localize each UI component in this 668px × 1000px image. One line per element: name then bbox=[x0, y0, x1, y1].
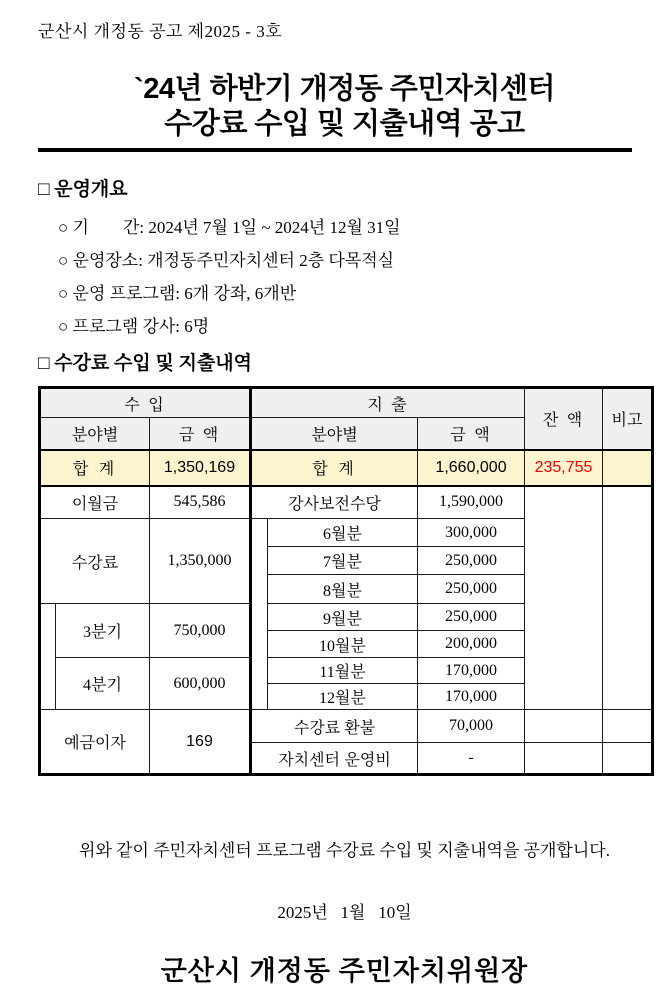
section-heading-ledger: □ 수강료 수입 및 지출내역 bbox=[38, 353, 253, 374]
cell-expense-total-label: 합 계 bbox=[251, 450, 418, 486]
cell-balance-empty bbox=[525, 743, 603, 775]
cell-instructor-amount: 1,590,000 bbox=[418, 486, 525, 519]
header-row-groups bbox=[40, 388, 653, 418]
cell-balance-empty bbox=[525, 486, 603, 710]
cell-interest-amount: 169 bbox=[150, 710, 251, 775]
cell-balance-total: 235,755 bbox=[525, 450, 603, 486]
cell-q3-amount: 750,000 bbox=[150, 604, 251, 658]
cell-note-empty bbox=[603, 710, 653, 743]
cell-month-label: 12월분 bbox=[268, 684, 418, 710]
header-income-amount: 금 액 bbox=[150, 418, 251, 450]
income-indent-strip bbox=[40, 604, 56, 710]
title-underline-rule bbox=[38, 148, 632, 152]
cell-refund-label: 수강료 환불 bbox=[251, 710, 418, 743]
row-interest-refund bbox=[40, 710, 653, 743]
expense-indent-strip bbox=[251, 519, 268, 710]
closing-note: 위와 같이 주민자치센터 프로그램 수강료 수입 및 지출내역을 공개합니다. bbox=[79, 841, 610, 860]
total-row bbox=[40, 450, 653, 486]
cell-month-amount: 250,000 bbox=[418, 575, 525, 604]
cell-note-empty bbox=[603, 486, 653, 710]
cell-instructor-label: 강사보전수당 bbox=[251, 486, 418, 519]
overview-item-period: ○ 기 간: 2024년 7월 1일 ~ 2024년 12월 31일 bbox=[58, 218, 401, 237]
header-expense: 지 출 bbox=[251, 388, 525, 418]
cell-month-label: 7월분 bbox=[268, 547, 418, 575]
cell-month-label: 9월분 bbox=[268, 604, 418, 631]
cell-expense-total-amount: 1,660,000 bbox=[418, 450, 525, 486]
doc-number: 군산시 개정동 공고 제2025 - 3호 bbox=[38, 22, 283, 41]
cell-month-amount: 250,000 bbox=[418, 547, 525, 575]
header-expense-category: 분야별 bbox=[251, 418, 418, 450]
cell-month-amount: 200,000 bbox=[418, 631, 525, 658]
overview-item-instructors: ○ 프로그램 강사: 6명 bbox=[58, 317, 210, 336]
cell-q3-label: 3분기 bbox=[56, 604, 150, 658]
cell-month-label: 8월분 bbox=[268, 575, 418, 604]
header-expense-amount: 금 액 bbox=[418, 418, 525, 450]
cell-month-amount: 170,000 bbox=[418, 684, 525, 710]
doc-title bbox=[38, 72, 651, 142]
header-note: 비고 bbox=[603, 388, 653, 450]
cell-month-label: 11월분 bbox=[268, 658, 418, 684]
cell-month-label: 10월분 bbox=[268, 631, 418, 658]
cell-interest-label: 예금이자 bbox=[40, 710, 150, 775]
cell-q4-amount: 600,000 bbox=[150, 658, 251, 710]
doc-title-line2: 수강료 수입 및 지출내역 공고 bbox=[164, 108, 525, 140]
cell-operating-label: 자치센터 운영비 bbox=[251, 743, 418, 775]
header-balance: 잔 액 bbox=[525, 388, 603, 450]
cell-month-amount: 170,000 bbox=[418, 658, 525, 684]
cell-income-total-amount: 1,350,169 bbox=[150, 450, 251, 486]
cell-q4-label: 4분기 bbox=[56, 658, 150, 710]
section-heading-overview: □ 운영개요 bbox=[38, 179, 128, 200]
header-income: 수 입 bbox=[40, 388, 251, 418]
cell-balance-empty bbox=[525, 710, 603, 743]
cell-month-label: 6월분 bbox=[268, 519, 418, 547]
cell-tuition-label: 수강료 bbox=[40, 519, 150, 604]
header-income-category: 분야별 bbox=[40, 418, 150, 450]
cell-carryover-amount: 545,586 bbox=[150, 486, 251, 519]
overview-item-location: ○ 운영장소: 개정동주민자치센터 2층 다목적실 bbox=[58, 251, 395, 270]
cell-tuition-amount: 1,350,000 bbox=[150, 519, 251, 604]
ledger-table bbox=[38, 386, 654, 776]
cell-note-total bbox=[603, 450, 653, 486]
row-carryover-instructor bbox=[40, 486, 653, 519]
cell-month-amount: 300,000 bbox=[418, 519, 525, 547]
cell-note-empty bbox=[603, 743, 653, 775]
doc-title-line1: `24년 하반기 개정동 주민자치센터 bbox=[134, 73, 555, 105]
cell-operating-amount: - bbox=[418, 743, 525, 775]
overview-item-programs: ○ 운영 프로그램: 6개 강좌, 6개반 bbox=[58, 284, 297, 303]
doc-date: 2025년 1월 10일 bbox=[277, 903, 412, 922]
overview-list bbox=[38, 211, 651, 343]
cell-carryover-label: 이월금 bbox=[40, 486, 150, 519]
cell-month-amount: 250,000 bbox=[418, 604, 525, 631]
cell-income-total-label: 합 계 bbox=[40, 450, 150, 486]
cell-refund-amount: 70,000 bbox=[418, 710, 525, 743]
signature: 군산시 개정동 주민자치위원장 bbox=[160, 956, 529, 986]
